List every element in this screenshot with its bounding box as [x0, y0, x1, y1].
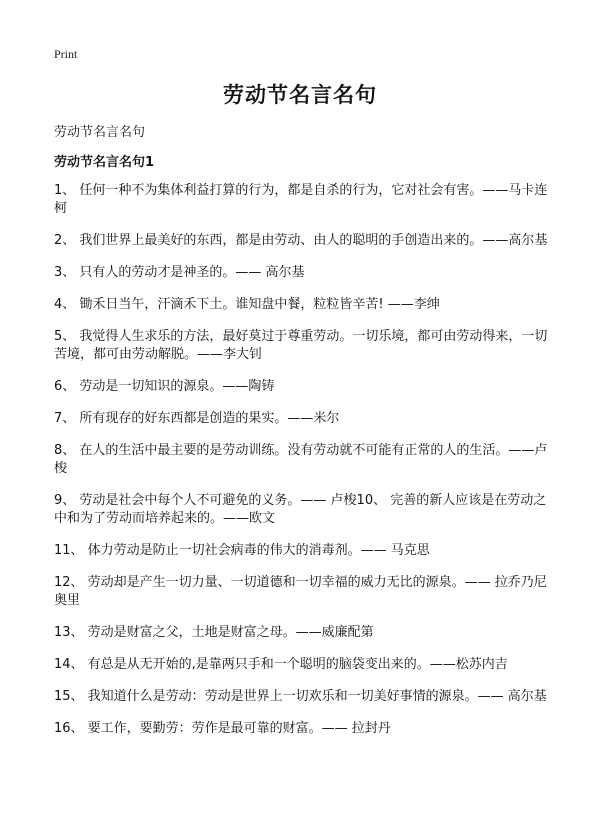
quote-text: 在人的生活中最主要的是劳动训练。没有劳动就不可能有正常的人的生活。——卢梭 [54, 443, 548, 476]
quote-text: 只有人的劳动才是神圣的。—— 高尔基 [75, 265, 305, 280]
quote-text: 劳动却是产生一切力量、一切道德和一切幸福的威力无比的源泉。—— 拉乔乃尼奥里 [54, 575, 547, 608]
print-label: Print [54, 47, 78, 61]
quote-number: 6、 [54, 379, 76, 394]
quote-item [54, 232, 550, 250]
quote-text: 劳动是一切知识的源泉。——陶铸 [75, 379, 275, 394]
quote-text: 任何一种不为集体利益打算的行为，都是自杀的行为，它对社会有害。——马卡连柯 [54, 183, 548, 216]
quote-item [54, 442, 550, 478]
quote-text: 体力劳动是防止一切社会病毒的伟大的消毒剂。—— 马克思 [83, 543, 430, 558]
quote-item [54, 688, 550, 706]
page-title: 劳动节名言名句 [223, 83, 377, 107]
quote-number: 7、 [54, 411, 76, 426]
quote-number: 14、 [54, 657, 84, 672]
quote-item [54, 624, 550, 642]
quote-item [54, 378, 550, 396]
quote-item [54, 492, 550, 528]
quote-text: 锄禾日当午，汗滴禾下土。谁知盘中餐，粒粒皆辛苦! ——李绅 [75, 297, 440, 312]
quote-number: 15、 [54, 689, 84, 704]
subtitle: 劳动节名言名句 [54, 125, 146, 140]
quote-item [54, 296, 550, 314]
quote-number: 5、 [54, 329, 76, 344]
quote-item [54, 542, 550, 560]
quote-text: 劳动是社会中每个人不可避免的义务。—— 卢梭10、 完善的新人应该是在劳动之中和为了劳动而培养起来的。——欧文 [54, 493, 547, 526]
quote-number: 2、 [54, 233, 76, 248]
quote-text: 劳动是财富之父，土地是财富之母。——威廉配第 [83, 625, 374, 640]
quote-item [54, 656, 550, 674]
quote-item [54, 720, 550, 738]
quote-number: 3、 [54, 265, 76, 280]
quote-number: 1、 [54, 183, 76, 198]
quote-number: 11、 [54, 543, 84, 558]
quote-text: 我们世界上最美好的东西，都是由劳动、由人的聪明的手创造出来的。——高尔基 [75, 233, 548, 248]
quote-text: 我知道什么是劳动：劳动是世界上一切欢乐和一切美好事情的源泉。—— 高尔基 [83, 689, 547, 704]
quote-text: 所有现存的好东西都是创造的果实。——米尔 [75, 411, 340, 426]
quote-number: 13、 [54, 625, 84, 640]
section-heading: 劳动节名言名句1 [54, 155, 155, 170]
quote-item [54, 264, 550, 282]
quote-item [54, 410, 550, 428]
quote-number: 8、 [54, 443, 76, 458]
quote-number: 16、 [54, 721, 84, 736]
quote-item [54, 182, 550, 218]
quote-number: 4、 [54, 297, 76, 312]
quote-text: 要工作，要勤劳：劳作是最可靠的财富。—— 拉封丹 [83, 721, 391, 736]
quote-number: 9、 [54, 493, 76, 508]
quote-text: 我觉得人生求乐的方法，最好莫过于尊重劳动。一切乐境，都可由劳动得来，一切苦境，都可由劳动解脱。——李大钊 [54, 329, 548, 362]
quote-text: 有总是从无开始的,是靠两只手和一个聪明的脑袋变出来的。——松苏内吉 [83, 657, 508, 672]
quote-list [54, 182, 550, 752]
quote-number: 12、 [54, 575, 84, 590]
quote-item [54, 328, 550, 364]
quote-item [54, 574, 550, 610]
